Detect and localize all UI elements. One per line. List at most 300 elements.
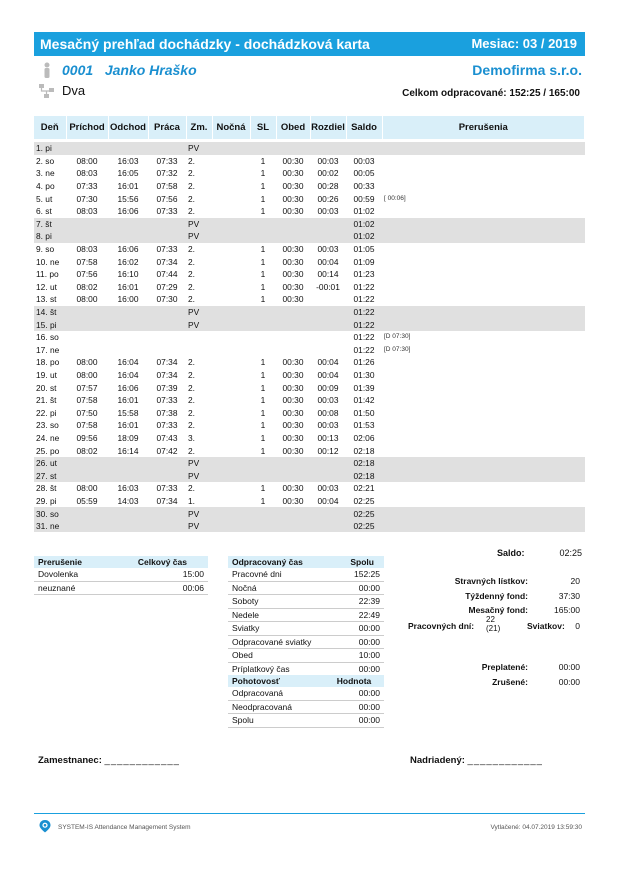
cell-night bbox=[212, 281, 250, 294]
cell-work: 07:58 bbox=[156, 181, 178, 192]
cell-saldo: 01:02 bbox=[353, 206, 375, 217]
workdays-label: Pracovných dní: bbox=[408, 621, 475, 631]
cell-day: 14. št bbox=[34, 306, 66, 319]
cell-night bbox=[212, 255, 250, 268]
summary-label: Neodpracovaná bbox=[228, 700, 324, 714]
cell-shift: 1. bbox=[188, 495, 195, 506]
cell-departure bbox=[108, 142, 148, 155]
cell-interruptions bbox=[382, 520, 585, 533]
page-title: Mesačný prehľad dochádzky - dochádzková karta bbox=[40, 36, 370, 52]
workdays-count: 22 bbox=[486, 615, 495, 624]
summary-value: 22:39 bbox=[340, 595, 384, 609]
employee-signature-label: Zamestnanec: bbox=[38, 755, 102, 766]
cell-night bbox=[212, 356, 250, 369]
company-name: Demofirma s.r.o. bbox=[472, 62, 582, 78]
cell-work: 07:29 bbox=[156, 281, 178, 292]
header-bar bbox=[34, 32, 585, 56]
cell-night bbox=[212, 192, 250, 205]
cell-work bbox=[148, 344, 186, 357]
cell-arrival bbox=[66, 218, 108, 231]
summary-row bbox=[34, 581, 208, 595]
cell-work: 07:34 bbox=[156, 357, 178, 368]
summary-label: Dovolenka bbox=[34, 568, 117, 581]
cell-saldo: 02:06 bbox=[353, 432, 375, 443]
table-row bbox=[34, 155, 585, 168]
cell-lunch bbox=[276, 230, 310, 243]
cell-day: 9. so bbox=[36, 244, 55, 255]
cell-lunch bbox=[276, 142, 310, 155]
cell-difference: 00:03 bbox=[317, 206, 339, 217]
cell-shift bbox=[186, 331, 212, 344]
cell-shift: 2. bbox=[188, 193, 195, 204]
col-prichod: Príchod bbox=[66, 116, 108, 139]
cell-night bbox=[212, 180, 250, 193]
cell-arrival bbox=[66, 331, 108, 344]
cell-saldo: 00:03 bbox=[353, 155, 375, 166]
cell-lunch: 00:30 bbox=[282, 181, 304, 192]
cell-departure: 16:10 bbox=[117, 269, 139, 280]
cell-arrival bbox=[66, 318, 108, 331]
cell-sl bbox=[250, 142, 276, 155]
cell-sl bbox=[250, 344, 276, 357]
cell-shift: PV bbox=[186, 318, 212, 331]
cell-interruptions bbox=[382, 394, 585, 407]
cell-saldo: 02:18 bbox=[346, 469, 382, 482]
cell-day: 27. st bbox=[34, 469, 66, 482]
table-row bbox=[34, 469, 585, 482]
cell-interruptions bbox=[382, 218, 585, 231]
cell-difference bbox=[310, 457, 346, 470]
worked-time-header: Odpracovaný čas bbox=[228, 556, 340, 568]
cell-night bbox=[212, 419, 250, 432]
cell-difference bbox=[310, 331, 346, 344]
summary-row bbox=[228, 622, 384, 636]
cell-shift: 2. bbox=[188, 269, 195, 280]
col-praca: Práca bbox=[148, 116, 186, 139]
cell-day: 8. pi bbox=[34, 230, 66, 243]
cell-arrival bbox=[66, 306, 108, 319]
cell-difference: 00:04 bbox=[317, 495, 339, 506]
cell-saldo: 02:25 bbox=[346, 520, 382, 533]
table-row bbox=[34, 419, 585, 432]
summary-label: Nedele bbox=[228, 608, 340, 622]
cell-saldo: 02:21 bbox=[353, 483, 375, 494]
saldo-value: 02:25 bbox=[559, 548, 582, 558]
standby-header: Pohotovosť bbox=[228, 675, 324, 687]
cell-departure: 16:06 bbox=[117, 206, 139, 217]
cell-difference: 00:26 bbox=[317, 193, 339, 204]
cell-work: 07:33 bbox=[156, 483, 178, 494]
cell-work bbox=[148, 507, 186, 520]
department-icon bbox=[38, 83, 56, 99]
cell-night bbox=[212, 167, 250, 180]
interruptions-table bbox=[34, 556, 208, 595]
cell-saldo: 02:25 bbox=[353, 495, 375, 506]
cell-saldo: 01:02 bbox=[346, 230, 382, 243]
cell-arrival bbox=[66, 142, 108, 155]
cell-night bbox=[212, 155, 250, 168]
cell-sl bbox=[250, 230, 276, 243]
cell-work: 07:33 bbox=[156, 155, 178, 166]
cell-night bbox=[212, 293, 250, 306]
cell-departure: 15:56 bbox=[117, 193, 139, 204]
cell-day: 31. ne bbox=[34, 520, 66, 533]
cell-interruptions bbox=[382, 419, 585, 432]
cell-sl: 1 bbox=[260, 256, 266, 267]
cell-arrival bbox=[66, 507, 108, 520]
summary-row bbox=[228, 700, 384, 714]
cell-sl bbox=[250, 520, 276, 533]
cell-lunch bbox=[276, 469, 310, 482]
cell-arrival bbox=[66, 457, 108, 470]
cell-arrival: 07:50 bbox=[76, 407, 98, 418]
cell-lunch: 00:30 bbox=[282, 483, 304, 494]
cell-interruptions bbox=[382, 167, 585, 180]
cell-arrival: 08:02 bbox=[76, 445, 98, 456]
cell-lunch bbox=[276, 318, 310, 331]
worked-time-table bbox=[228, 556, 384, 676]
cell-day: 12. ut bbox=[36, 281, 57, 292]
cell-shift: 2. bbox=[188, 168, 195, 179]
cancelled-value: 00:00 bbox=[558, 677, 580, 687]
summary-label: Pracovné dni bbox=[228, 568, 340, 581]
cell-arrival: 05:59 bbox=[76, 495, 98, 506]
cell-arrival: 07:58 bbox=[76, 256, 98, 267]
cell-sl: 1 bbox=[260, 244, 266, 255]
cell-night bbox=[212, 444, 250, 457]
summary-value: 22:49 bbox=[340, 608, 384, 622]
cell-saldo: 01:30 bbox=[353, 369, 375, 380]
employee-line bbox=[62, 62, 197, 78]
cell-interruptions bbox=[382, 495, 585, 508]
table-row bbox=[34, 205, 585, 218]
cell-saldo: 02:18 bbox=[353, 445, 375, 456]
cell-day: 10. ne bbox=[36, 256, 60, 267]
cell-day: 29. pi bbox=[36, 495, 57, 506]
cell-arrival: 07:58 bbox=[76, 395, 98, 406]
cell-departure bbox=[108, 344, 148, 357]
cancelled-label: Zrušené: bbox=[492, 677, 528, 687]
cell-lunch: 00:30 bbox=[282, 382, 304, 393]
summary-row bbox=[228, 595, 384, 609]
cell-interruptions bbox=[382, 469, 585, 482]
cell-work bbox=[148, 218, 186, 231]
cell-shift: 3. bbox=[188, 432, 195, 443]
cell-arrival: 08:00 bbox=[76, 357, 98, 368]
cell-interruptions bbox=[382, 369, 585, 382]
cell-interruptions bbox=[382, 142, 585, 155]
cell-interruptions bbox=[382, 281, 585, 294]
cell-departure bbox=[108, 331, 148, 344]
summary-row bbox=[228, 662, 384, 676]
cell-work: 07:33 bbox=[156, 395, 178, 406]
cell-work: 07:32 bbox=[156, 168, 178, 179]
cell-shift: 2. bbox=[188, 369, 195, 380]
col-saldo: Saldo bbox=[346, 116, 382, 139]
cell-arrival: 07:33 bbox=[76, 181, 98, 192]
summary-label: Nočná bbox=[228, 581, 340, 595]
saldo-label: Saldo: bbox=[497, 548, 525, 558]
cell-sl bbox=[250, 469, 276, 482]
cell-day: 20. st bbox=[36, 382, 57, 393]
summary-label: Soboty bbox=[228, 595, 340, 609]
cell-difference: 00:08 bbox=[317, 407, 339, 418]
cell-departure bbox=[108, 306, 148, 319]
cell-difference: 00:04 bbox=[317, 357, 339, 368]
cell-sl bbox=[250, 457, 276, 470]
cell-night bbox=[212, 381, 250, 394]
cell-day: 13. st bbox=[36, 294, 57, 305]
cell-lunch bbox=[276, 507, 310, 520]
cell-lunch bbox=[276, 331, 310, 344]
cell-difference: 00:28 bbox=[317, 181, 339, 192]
cell-shift: 2. bbox=[188, 420, 195, 431]
worked-time-total-header: Spolu bbox=[340, 556, 384, 568]
cell-shift: PV bbox=[186, 520, 212, 533]
cell-night bbox=[212, 344, 250, 357]
cell-arrival: 09:56 bbox=[76, 432, 98, 443]
cell-departure: 16:01 bbox=[117, 281, 139, 292]
cell-shift: 2. bbox=[188, 155, 195, 166]
cell-sl: 1 bbox=[260, 483, 266, 494]
cell-saldo bbox=[346, 142, 382, 155]
cell-day: 23. so bbox=[36, 420, 59, 431]
cell-sl: 1 bbox=[260, 155, 266, 166]
cell-day: 3. ne bbox=[36, 168, 55, 179]
summary-value: 00:06 bbox=[117, 581, 208, 595]
cell-work: 07:42 bbox=[156, 445, 178, 456]
cell-departure: 14:03 bbox=[117, 495, 139, 506]
cell-interruptions: [D 07:30] bbox=[384, 345, 411, 353]
cell-sl: 1 bbox=[260, 168, 266, 179]
cell-shift: PV bbox=[186, 230, 212, 243]
cell-saldo: 01:53 bbox=[353, 420, 375, 431]
cell-difference: 00:14 bbox=[317, 269, 339, 280]
cell-work: 07:56 bbox=[156, 193, 178, 204]
cell-night bbox=[212, 469, 250, 482]
cell-lunch: 00:30 bbox=[282, 432, 304, 443]
cell-interruptions: [D 07:30] bbox=[384, 333, 411, 341]
summary-row bbox=[228, 687, 384, 700]
cell-difference: 00:04 bbox=[317, 256, 339, 267]
cell-saldo: 01:22 bbox=[353, 332, 375, 343]
cell-arrival bbox=[66, 469, 108, 482]
cell-day: 25. po bbox=[36, 445, 60, 456]
cell-lunch: 00:30 bbox=[282, 294, 304, 305]
cell-work: 07:33 bbox=[156, 244, 178, 255]
table-row bbox=[34, 394, 585, 407]
col-sl: SL bbox=[250, 116, 276, 139]
cell-shift: 2. bbox=[188, 206, 195, 217]
cell-day: 7. št bbox=[34, 218, 66, 231]
cell-interruptions bbox=[382, 155, 585, 168]
summary-value: 152:25 bbox=[340, 568, 384, 581]
cell-lunch: 00:30 bbox=[282, 269, 304, 280]
cell-night bbox=[212, 457, 250, 470]
cell-saldo: 01:50 bbox=[353, 407, 375, 418]
cell-saldo: 01:22 bbox=[353, 344, 375, 355]
cell-shift: 2. bbox=[188, 256, 195, 267]
cell-lunch: 00:30 bbox=[282, 357, 304, 368]
cell-arrival: 08:00 bbox=[76, 483, 98, 494]
cell-shift: PV bbox=[186, 218, 212, 231]
cell-interruptions bbox=[382, 432, 585, 445]
cell-work: 07:33 bbox=[156, 420, 178, 431]
table-row bbox=[34, 482, 585, 495]
cell-lunch: 00:30 bbox=[282, 206, 304, 217]
cell-lunch bbox=[276, 520, 310, 533]
cell-interruptions bbox=[382, 318, 585, 331]
standby-table bbox=[228, 675, 384, 728]
cell-departure: 16:05 bbox=[117, 168, 139, 179]
cell-shift: 2. bbox=[188, 357, 195, 368]
attendance-table bbox=[34, 116, 585, 532]
cell-interruptions bbox=[382, 507, 585, 520]
cell-arrival: 08:03 bbox=[76, 206, 98, 217]
table-row bbox=[34, 406, 585, 419]
cell-sl: 1 bbox=[260, 181, 266, 192]
table-row bbox=[34, 180, 585, 193]
cell-day: 1. pi bbox=[34, 142, 66, 155]
summary-label: neuznané bbox=[34, 581, 117, 595]
summary-label: Príplatkový čas bbox=[228, 662, 340, 676]
summary-label: Obed bbox=[228, 649, 340, 663]
table-row bbox=[34, 318, 585, 331]
summary-value: 00:00 bbox=[324, 700, 384, 714]
cell-work: 07:43 bbox=[156, 432, 178, 443]
cell-difference bbox=[310, 306, 346, 319]
cell-lunch bbox=[276, 457, 310, 470]
cell-arrival: 08:03 bbox=[76, 244, 98, 255]
cell-interruptions bbox=[382, 457, 585, 470]
cell-shift: PV bbox=[186, 507, 212, 520]
cell-departure bbox=[108, 469, 148, 482]
table-row bbox=[34, 381, 585, 394]
cell-night bbox=[212, 306, 250, 319]
cell-work bbox=[148, 318, 186, 331]
table-header bbox=[34, 116, 585, 139]
employee-name: Janko Hraško bbox=[104, 62, 197, 78]
cell-day: 2. so bbox=[36, 155, 55, 166]
cell-day: 30. so bbox=[34, 507, 66, 520]
cell-departure: 16:04 bbox=[117, 369, 139, 380]
workdays-value bbox=[486, 615, 500, 633]
table-row bbox=[34, 344, 585, 357]
cell-day: 19. ut bbox=[36, 369, 57, 380]
cell-shift: 2. bbox=[188, 395, 195, 406]
cell-sl bbox=[250, 218, 276, 231]
cell-arrival bbox=[66, 520, 108, 533]
cell-work: 07:34 bbox=[156, 256, 178, 267]
table-row bbox=[34, 218, 585, 231]
cell-work bbox=[148, 306, 186, 319]
cell-shift: 2. bbox=[188, 294, 195, 305]
col-zmena: Zm. bbox=[186, 116, 212, 139]
cell-shift: PV bbox=[186, 457, 212, 470]
cell-shift: PV bbox=[186, 469, 212, 482]
cell-day: 15. pi bbox=[34, 318, 66, 331]
cell-interruptions bbox=[382, 243, 585, 256]
cell-saldo: 01:22 bbox=[346, 306, 382, 319]
cell-lunch bbox=[276, 344, 310, 357]
footer-printed: Vytlačené: 04.07.2019 13:59:30 bbox=[490, 824, 582, 831]
cell-saldo: 00:33 bbox=[353, 181, 375, 192]
cell-night bbox=[212, 507, 250, 520]
cell-difference: 00:03 bbox=[317, 420, 339, 431]
cell-sl bbox=[250, 318, 276, 331]
table-row bbox=[34, 243, 585, 256]
col-nocna: Nočná bbox=[212, 116, 250, 139]
cell-saldo: 01:23 bbox=[353, 269, 375, 280]
cell-arrival: 08:00 bbox=[76, 155, 98, 166]
cell-shift: 2. bbox=[188, 181, 195, 192]
cell-interruptions bbox=[382, 293, 585, 306]
cell-interruptions bbox=[382, 306, 585, 319]
cell-saldo: 00:05 bbox=[353, 168, 375, 179]
cell-day: 11. po bbox=[36, 269, 59, 280]
cell-sl: 1 bbox=[260, 357, 266, 368]
cell-arrival: 07:30 bbox=[76, 193, 98, 204]
cell-departure: 18:09 bbox=[117, 432, 139, 443]
footer-app-name: SYSTEM-IS Attendance Management System bbox=[58, 824, 191, 831]
summary-value: 00:00 bbox=[340, 635, 384, 649]
table-row bbox=[34, 230, 585, 243]
summary-value: 15:00 bbox=[117, 568, 208, 581]
summary-row bbox=[228, 714, 384, 728]
weekly-label: Týždenný fond: bbox=[465, 591, 528, 601]
cell-sl bbox=[250, 306, 276, 319]
table-row bbox=[34, 520, 585, 533]
cell-interruptions bbox=[382, 444, 585, 457]
cell-arrival bbox=[66, 344, 108, 357]
cell-work: 07:34 bbox=[156, 369, 178, 380]
cell-lunch: 00:30 bbox=[282, 155, 304, 166]
cell-arrival: 08:00 bbox=[76, 369, 98, 380]
cell-difference: 00:03 bbox=[317, 244, 339, 255]
cell-departure: 16:01 bbox=[117, 420, 139, 431]
overpaid-value: 00:00 bbox=[558, 662, 580, 672]
cell-work: 07:39 bbox=[156, 382, 178, 393]
cell-departure: 16:01 bbox=[117, 395, 139, 406]
cell-interruptions bbox=[382, 268, 585, 281]
cell-saldo: 01:05 bbox=[353, 244, 375, 255]
summary-row bbox=[228, 608, 384, 622]
holidays-value: 0 bbox=[575, 621, 580, 631]
cell-sl bbox=[250, 507, 276, 520]
cell-night bbox=[212, 268, 250, 281]
cell-night bbox=[212, 394, 250, 407]
table-row bbox=[34, 507, 585, 520]
table-row bbox=[34, 432, 585, 445]
footer-divider bbox=[34, 813, 585, 814]
summary-value: 10:00 bbox=[340, 649, 384, 663]
cell-departure: 16:02 bbox=[117, 256, 139, 267]
cell-sl: 1 bbox=[260, 407, 266, 418]
cell-day: 17. ne bbox=[36, 344, 60, 355]
table-row bbox=[34, 167, 585, 180]
cell-sl: 1 bbox=[260, 495, 266, 506]
cell-saldo: 01:42 bbox=[353, 395, 375, 406]
person-icon bbox=[42, 62, 52, 78]
cell-day: 24. ne bbox=[36, 432, 60, 443]
col-odchod: Odchod bbox=[108, 116, 148, 139]
cell-arrival: 08:00 bbox=[76, 294, 98, 305]
cell-lunch: 00:30 bbox=[282, 281, 304, 292]
interruptions-header: Prerušenie bbox=[34, 556, 117, 568]
cell-work bbox=[148, 142, 186, 155]
cell-work: 07:33 bbox=[156, 206, 178, 217]
cell-day: 28. št bbox=[36, 483, 57, 494]
